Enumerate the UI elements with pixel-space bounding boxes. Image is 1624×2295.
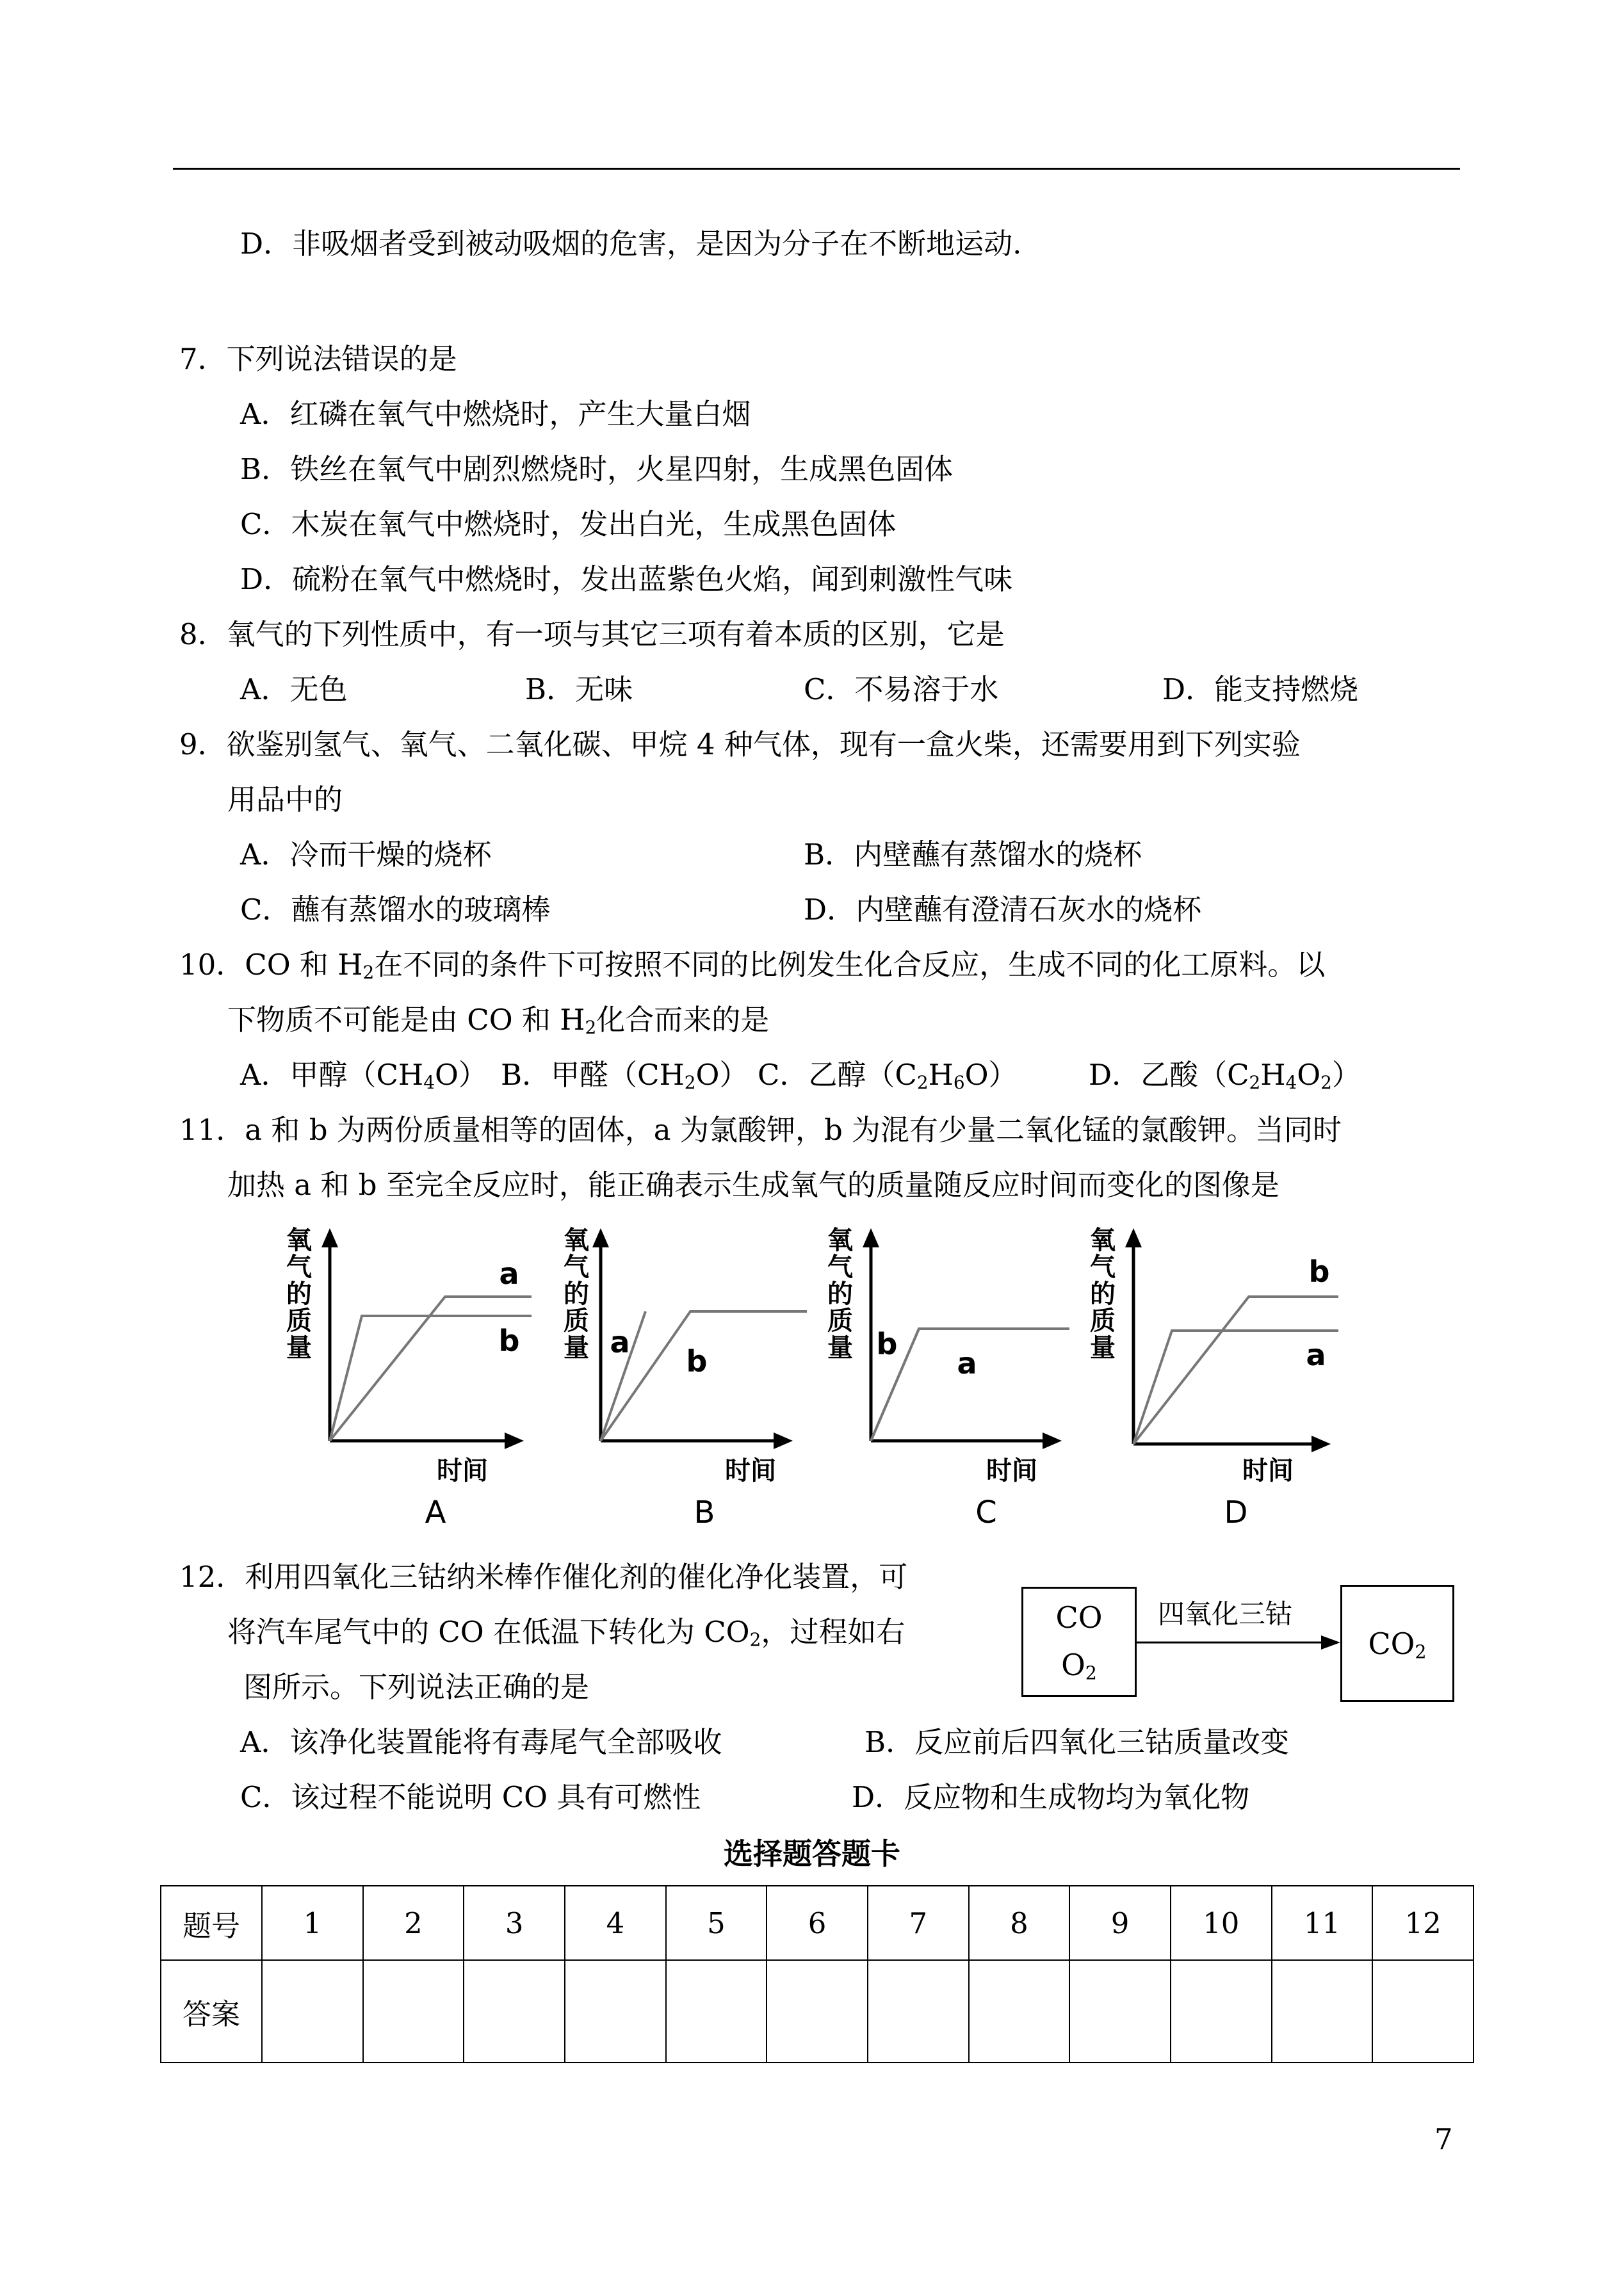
question-number: 9 (1069, 1886, 1171, 1960)
q11-graph-b (551, 1217, 820, 1543)
answer-cell[interactable] (666, 1960, 767, 2063)
answer-row (161, 1960, 1474, 2063)
q10-stem-line1: 10．CO 和 $H_2$在不同的条件下可按照不同的比例发生化合反应，生成不同的化工原料。以 (179, 948, 1326, 984)
q8-stem: 8．氧气的下列性质中，有一项与其它三项有着本质的区别，它是 (179, 617, 1005, 651)
q11-graph-c (823, 1217, 1092, 1543)
catalyst-label: 四氧化三钴 (1158, 1598, 1293, 1630)
q7-option-a: A．红磷在氧气中燃烧时，产生大量白烟 (240, 397, 751, 431)
answer-cell[interactable] (1272, 1960, 1373, 2063)
svg-text:氧: 氧 (827, 1226, 853, 1255)
question-number: 11 (1272, 1886, 1373, 1960)
svg-text:质: 质 (286, 1306, 312, 1336)
answer-card-title: 选择题答题卡 (724, 1837, 900, 1871)
q10-option-b: B．甲醛$(CH_2O)$ (501, 1058, 749, 1094)
row-label-number: 题号 (161, 1886, 262, 1960)
curve-top-label: a (499, 1256, 519, 1291)
svg-text:质: 质 (827, 1306, 853, 1336)
q9-option-a: A．冷而干燥的烧杯 (240, 838, 492, 872)
svg-text:氧: 氧 (286, 1226, 312, 1255)
y-axis-label (286, 1226, 312, 1363)
y-axis-arrow-icon (1125, 1228, 1142, 1247)
curve-second-label: b (686, 1344, 708, 1379)
q9-stem-line2: 用品中的 (227, 783, 343, 816)
answer-cell[interactable] (1372, 1960, 1474, 2063)
answer-cell[interactable] (464, 1960, 565, 2063)
q11-stem-line1: 11．a 和 b 为两份质量相等的固体，a 为氯酸钾，b 为混有少量二氧化锰的氯酸钾。当同时 (179, 1113, 1342, 1147)
reactant-co: CO (1055, 1600, 1103, 1635)
svg-text:气: 气 (1090, 1253, 1116, 1282)
question-number: 4 (565, 1886, 666, 1960)
svg-text:气: 气 (286, 1253, 312, 1282)
row-label-answer: 答案 (161, 1960, 262, 2063)
q12-stem-line2: 将汽车尾气中的 CO 在低温下转化为 $CO_2$，过程如右 (227, 1615, 905, 1651)
reaction-arrow-icon (1137, 1630, 1342, 1655)
question-number: 12 (1372, 1886, 1474, 1960)
q8-option-a: A．无色 (240, 672, 348, 706)
q11-stem-line2: 加热 a 和 b 至完全反应时，能正确表示生成氧气的质量随反应时间而变化的图像是 (227, 1168, 1279, 1202)
q8-option-d: D．能支持燃烧 (1162, 672, 1359, 706)
svg-text:量: 量 (827, 1333, 853, 1363)
curve-first-label: a (610, 1325, 630, 1359)
q12-stem-line1: 12．利用四氧化三钴纳米棒作催化剂的催化净化装置，可 (179, 1560, 908, 1594)
curve-bottom-label: b (498, 1324, 520, 1358)
question-number-row (161, 1886, 1474, 1960)
x-axis-label: 时间 (1242, 1456, 1294, 1486)
answer-cell[interactable] (262, 1960, 363, 2063)
q7-stem: 7．下列说法错误的是 (179, 342, 457, 376)
y-axis-label (827, 1226, 853, 1363)
answer-cell[interactable] (1171, 1960, 1272, 2063)
y-axis-label (1090, 1226, 1116, 1363)
q12-option-a: A．该净化装置能将有毒尾气全部吸收 (240, 1725, 722, 1759)
question-number: 1 (262, 1886, 363, 1960)
q7-option-d: D．硫粉在氧气中燃烧时，发出蓝紫色火焰，闻到刺激性气味 (240, 562, 1013, 596)
q6-option-d: D．非吸烟者受到被动吸烟的危害，是因为分子在不断地运动. (240, 227, 1022, 261)
svg-text:的: 的 (827, 1279, 853, 1309)
question-number: 2 (363, 1886, 464, 1960)
q10-stem-line2: 下物质不可能是由 CO 和 $H_2$化合而来的是 (227, 1003, 770, 1039)
answer-cell[interactable] (969, 1960, 1070, 2063)
svg-text:量: 量 (564, 1333, 589, 1363)
curve-first-label: b (876, 1327, 898, 1361)
q11-graph-a (282, 1217, 551, 1543)
question-number: 3 (464, 1886, 565, 1960)
svg-text:质: 质 (1090, 1306, 1116, 1336)
svg-text:气: 气 (564, 1253, 589, 1282)
curve-top-label: b (1308, 1254, 1330, 1289)
q12-option-b: B．反应前后四氧化三钴质量改变 (865, 1725, 1290, 1759)
x-axis-arrow-icon (774, 1432, 793, 1449)
q8-option-b: B．无味 (525, 672, 633, 706)
svg-text:的: 的 (564, 1279, 589, 1309)
graph-label: A (425, 1495, 446, 1530)
svg-text:的: 的 (286, 1279, 312, 1309)
question-number: 7 (868, 1886, 969, 1960)
reactants-box (1021, 1587, 1137, 1697)
q7-option-c: C．木炭在氧气中燃烧时，发出白光，生成黑色固体 (240, 507, 897, 541)
curve-second-label: a (957, 1346, 977, 1381)
x-axis-label: 时间 (986, 1456, 1037, 1486)
answer-cell[interactable] (363, 1960, 464, 2063)
svg-text:氧: 氧 (1090, 1226, 1116, 1255)
q12-stem-line3: 图所示。下列说法正确的是 (243, 1670, 590, 1704)
product-box (1340, 1585, 1454, 1702)
y-axis-label (564, 1226, 589, 1363)
answer-cell[interactable] (767, 1960, 868, 2063)
answer-cell[interactable] (565, 1960, 666, 2063)
question-number: 6 (767, 1886, 868, 1960)
graph-label: C (975, 1495, 997, 1530)
question-number: 8 (969, 1886, 1070, 1960)
q7-option-b: B．铁丝在氧气中剧烈燃烧时，火星四射，生成黑色固体 (240, 452, 954, 486)
q9-stem-line1: 9．欲鉴别氢气、氧气、二氧化碳、甲烷 4 种气体，现有一盒火柴，还需要用到下列实验 (179, 727, 1301, 761)
x-axis-arrow-icon (1043, 1432, 1062, 1449)
header-rule (173, 168, 1460, 170)
svg-text:量: 量 (1090, 1333, 1116, 1363)
q10-option-a: A．甲醇$(CH_4O)$ (240, 1058, 487, 1094)
answer-cell[interactable] (868, 1960, 969, 2063)
q11-graph-d (1085, 1217, 1354, 1543)
q9-option-d: D．内壁蘸有澄清石灰水的烧杯 (804, 893, 1202, 927)
curve-bottom-label: a (1306, 1338, 1326, 1372)
question-number: 10 (1171, 1886, 1272, 1960)
q8-option-c: C．不易溶于水 (804, 672, 999, 706)
product-co2: $CO_2$ (1368, 1626, 1427, 1663)
q12-option-d: D．反应物和生成物均为氧化物 (852, 1780, 1250, 1814)
svg-text:量: 量 (286, 1333, 312, 1363)
q12-option-c: C．该过程不能说明 CO 具有可燃性 (240, 1780, 701, 1814)
q9-option-b: B．内壁蘸有蒸馏水的烧杯 (804, 838, 1142, 872)
x-axis-arrow-icon (1311, 1436, 1331, 1452)
svg-text:质: 质 (564, 1306, 589, 1336)
y-axis-arrow-icon (321, 1228, 338, 1247)
page-number: 7 (1434, 2122, 1453, 2156)
q9-option-c: C．蘸有蒸馏水的玻璃棒 (240, 893, 551, 927)
reactant-o2: $O_2$ (1061, 1648, 1097, 1684)
graph-label: D (1224, 1495, 1248, 1530)
q10-option-c: C．乙醇$(C_2H_6O)$ (758, 1058, 1018, 1094)
answer-card-table (160, 1885, 1474, 2063)
x-axis-label: 时间 (725, 1456, 776, 1486)
svg-text:气: 气 (827, 1253, 853, 1282)
svg-text:氧: 氧 (564, 1226, 589, 1255)
graph-label: B (694, 1495, 715, 1530)
q10-option-d: D．乙酸$(C_2H_4O_2)$ (1089, 1058, 1361, 1094)
answer-cell[interactable] (1069, 1960, 1171, 2063)
x-axis-arrow-icon (505, 1432, 524, 1449)
y-axis-arrow-icon (592, 1228, 609, 1247)
y-axis-arrow-icon (863, 1228, 879, 1247)
question-number: 5 (666, 1886, 767, 1960)
x-axis-label: 时间 (437, 1456, 488, 1486)
svg-text:的: 的 (1090, 1279, 1116, 1309)
